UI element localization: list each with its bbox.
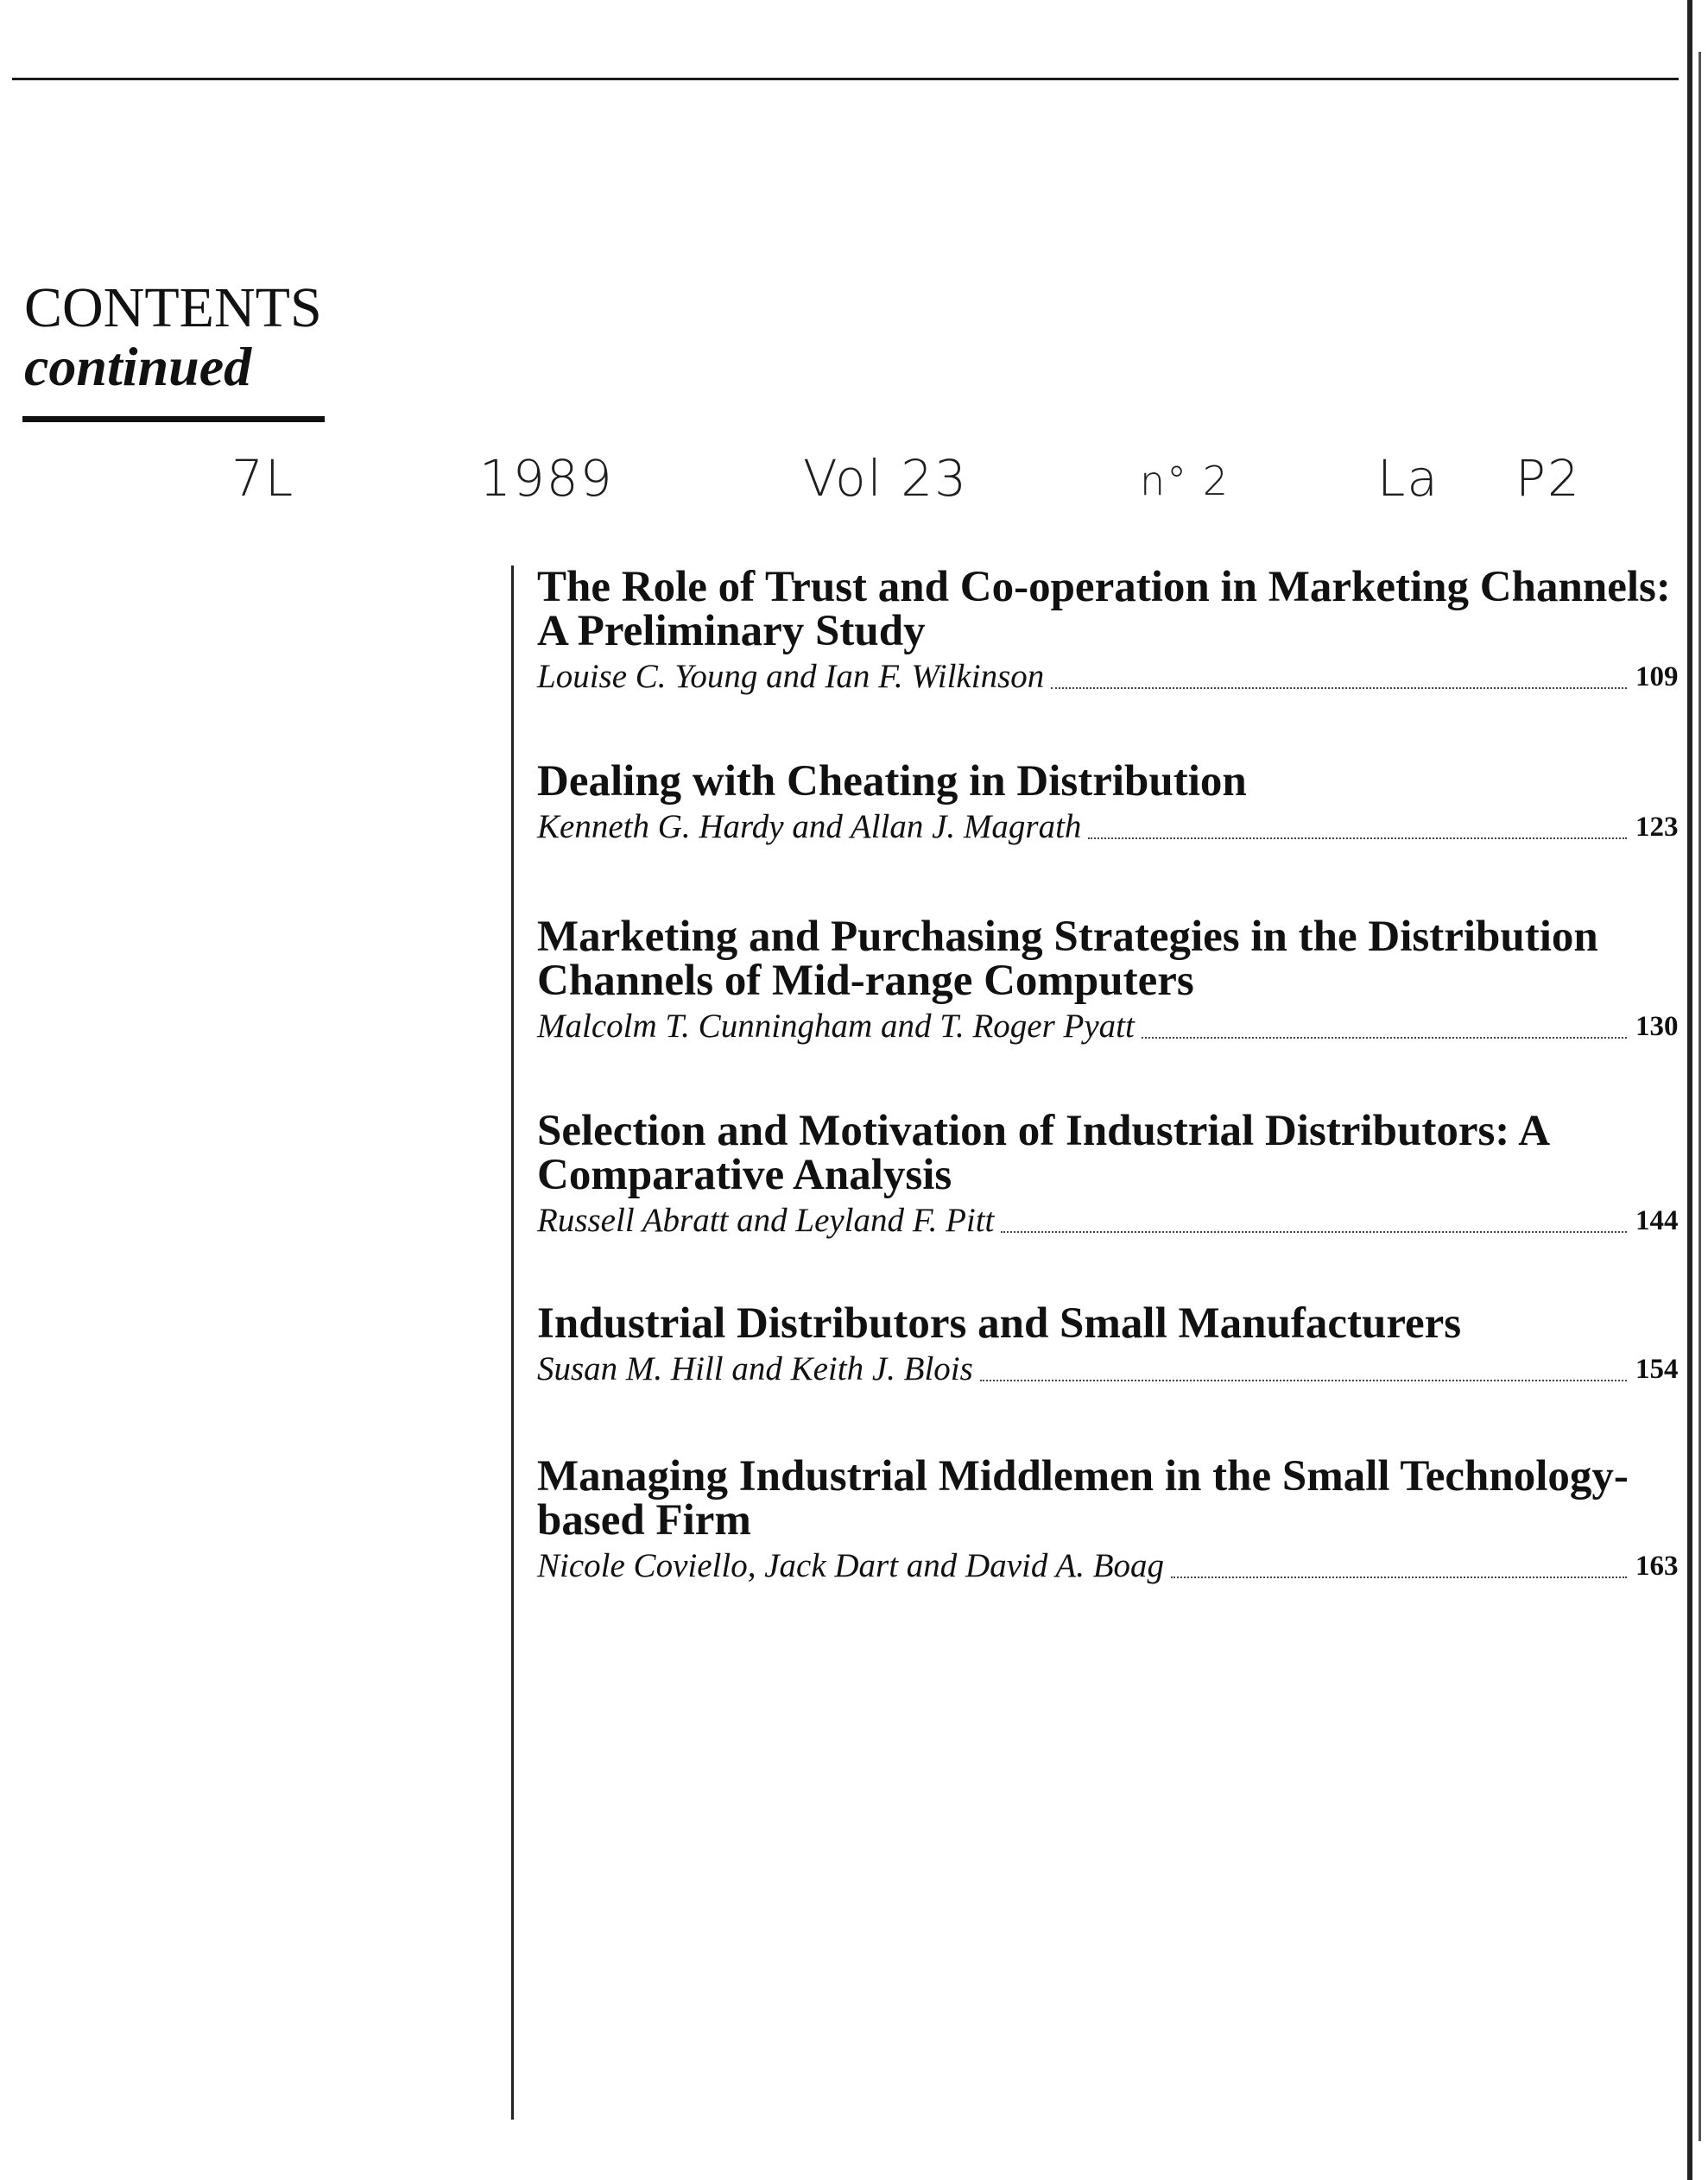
article-title: Industrial Distributors and Small Manufacturers [537,1299,1462,1348]
dot-leader [1142,1037,1627,1039]
page-number: 109 [1635,661,1679,692]
article-authors: Malcolm T. Cunningham and T. Roger Pyatt [537,1008,1135,1045]
author-line [537,1546,1686,1586]
annotation-la: La [1377,449,1439,508]
toc-entry-4[interactable] [537,1109,1686,1241]
continued-heading: continued [24,336,252,397]
article-authors: Nicole Coviello, Jack Dart and David A. Boag [537,1547,1165,1584]
article-authors: Kenneth G. Hardy and Allan J. Magrath [537,808,1082,845]
article-authors: Russell Abratt and Leyland F. Pitt [537,1202,995,1239]
page-number: 123 [1635,812,1679,843]
author-line [537,657,1686,697]
annotation-volume: Vol 23 [803,449,969,508]
author-line [537,1349,1686,1389]
article-title: The Role of Trust and Co-operation in Marketing Channels: A Preliminary Study [537,563,1671,655]
annotation-year: 1989 [479,449,614,508]
scan-edge-shadow [1699,52,1701,2141]
toc-vertical-rule [511,566,514,2120]
toc-entry-3[interactable] [537,915,1686,1046]
article-title: Managing Industrial Middlemen in the Small Technology-based Firm [537,1452,1629,1545]
dot-leader [1001,1231,1627,1233]
scan-edge [1687,0,1692,2180]
article-title: Selection and Motivation of Industrial Distributors: A Comparative Analysis [537,1107,1548,1199]
contents-heading: CONTENTS [24,276,322,339]
annotation-number: n° 2 [1140,458,1230,504]
author-line [537,1201,1686,1241]
dot-leader [1088,837,1627,839]
page-number: 154 [1635,1354,1679,1385]
top-rule [12,78,1679,80]
toc-entry-1[interactable] [537,563,1686,697]
section-title [24,278,322,395]
dot-leader [980,1380,1627,1381]
article-title: Dealing with Cheating in Distribution [537,757,1247,806]
annotation-p2: P2 [1515,449,1581,508]
article-authors: Susan M. Hill and Keith J. Blois [537,1350,973,1387]
author-line [537,1007,1686,1046]
dot-leader [1171,1577,1627,1578]
article-authors: Louise C. Young and Ian F. Wilkinson [537,658,1045,695]
author-line [537,807,1686,847]
toc-entry-5[interactable] [537,1299,1686,1389]
annotation-code: 7L [231,449,295,508]
heading-underline [22,416,325,422]
page-number: 144 [1635,1205,1679,1236]
article-title: Marketing and Purchasing Strategies in the Distribution Channels of Mid-range Computers [537,913,1598,1005]
dot-leader [1051,687,1627,689]
toc-entry-6[interactable] [537,1452,1686,1586]
page-number: 130 [1635,1011,1679,1042]
page-number: 163 [1635,1551,1679,1582]
toc-entry-2[interactable] [537,757,1686,847]
